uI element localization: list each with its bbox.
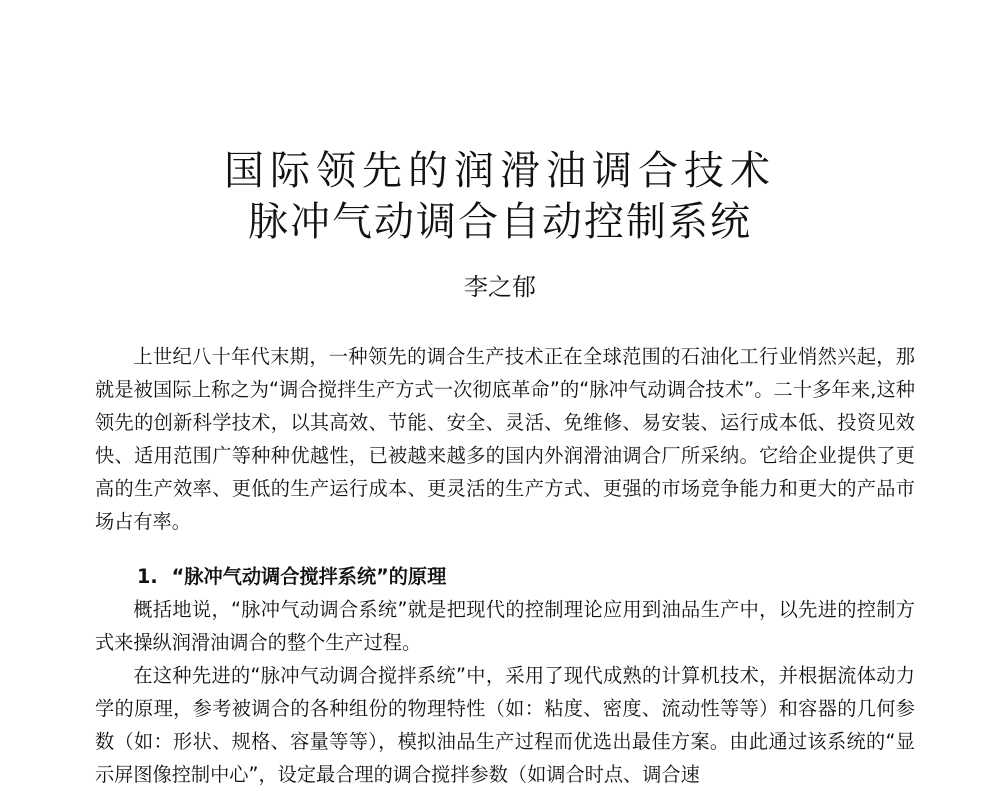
title-block	[0, 145, 1000, 247]
section-1-paragraph-1: 概括地说，“脉冲气动调合系统”就是把现代的控制理论应用到油品生产中，以先进的控制方式来操纵润滑油调合的整个生产过程。	[95, 598, 915, 654]
section-1-title: “脉冲气动调合搅拌系统”的原理	[171, 565, 447, 588]
title-line-2: 脉冲气动调合自动控制系统	[248, 199, 752, 245]
title-line-1: 国际领先的润滑油调合技术	[224, 148, 776, 194]
intro-paragraph: 上世纪八十年代末期，一种领先的调合生产技术正在全球范围的石油化工行业悄然兴起，那就是被国际上称之为“调合搅拌生产方式一次彻底革命”的“脉冲气动调合技术”。二十多年来,这种领先的创新科学技术，以其高效、节能、安全、灵活、免维修、易安装、运行成本低、投资见效快、适用范围广等种种优越性，已被越来越多的国内外润滑油调合厂所采纳。它给企业提供了更高的生产效率、更低的生产运行成本、更灵活的生产方式、更强的市场竞争能力和更大的产品市场占有率。	[95, 345, 915, 533]
section-1-paragraph-2: 在这种先进的“脉冲气动调合搅拌系统”中，采用了现代成熟的计算机技术，并根据流体动力学的原理，参考被调合的各种组份的物理特性（如：粘度、密度、流动性等等）和容器的几何参数（如：形状、规格、容量等等），模拟油品生产过程而优选出最佳方案。由此通过该系统的“显示屏图像控制中心”，设定最合理的调合搅拌参数（如调合时点、调合速	[95, 664, 915, 786]
section-1-heading	[95, 560, 915, 593]
author-name: 李之郁	[464, 273, 536, 301]
article-body	[95, 340, 915, 791]
section-1-number: 1.	[137, 565, 158, 588]
